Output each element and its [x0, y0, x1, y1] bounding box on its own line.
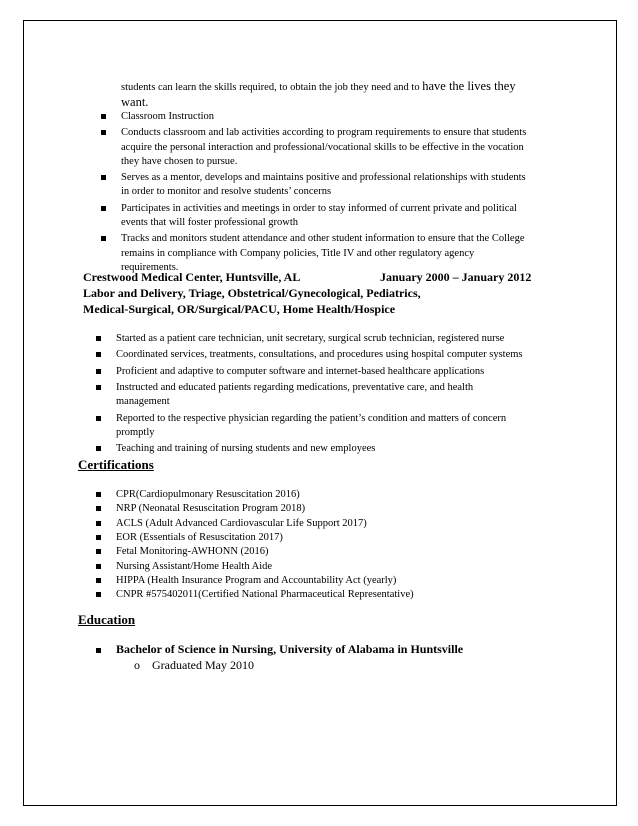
continuation-text-large: have the lives they [422, 79, 516, 93]
departments-line-2: Medical-Surgical, OR/Surgical/PACU, Home Health/Hospice [83, 302, 396, 316]
degree-text: Bachelor of Science in Nursing, University of Alabama in Huntsville [116, 642, 464, 656]
continuation-line [121, 80, 516, 94]
job-duty-text: management [116, 396, 170, 408]
certification-text: HIPPA (Health Insurance Program and Accountability Act (yearly) [116, 574, 397, 586]
duty-text: they have chosen to pursue. [121, 155, 238, 167]
duty-text: acquire the personal interaction and professional/vocational skills to be effective in the vocation [121, 141, 524, 153]
employment-dates: January 2000 – January 2012 [380, 270, 532, 284]
duty-text: Classroom Instruction [121, 111, 215, 122]
duty-text: Tracks and monitors student attendance and other student information to ensure that the College [121, 233, 525, 245]
job-duty-text: promptly [116, 427, 155, 438]
certifications-heading: Certifications [78, 457, 154, 472]
certification-text: EOR (Essentials of Resuscitation 2017) [116, 531, 283, 543]
bullet-square-icon [101, 130, 106, 135]
duty-text: events that will foster professional growth [121, 217, 299, 228]
bullet-square-icon [101, 236, 106, 241]
bullet-square-icon [96, 578, 101, 583]
bullet-square-icon [96, 648, 101, 653]
job-duty-text: Instructed and educated patients regarding medications, preventative care, and health [116, 382, 474, 394]
job-duty-text: Reported to the respective physician regarding the patient’s condition and matters of concern [116, 412, 507, 424]
bullet-square-icon [96, 336, 101, 341]
bullet-square-icon [101, 175, 106, 180]
duty-text: Serves as a mentor, develops and maintains positive and professional relationships with students [121, 172, 526, 184]
job-duty-text: Proficient and adaptive to computer software and internet-based healthcare applications [116, 365, 485, 377]
job-duty-text: Started as a patient care technician, unit secretary, surgical scrub technician, registered nurse [116, 333, 505, 344]
bullet-square-icon [96, 385, 101, 390]
bullet-square-icon [96, 446, 101, 451]
bullet-square-icon [96, 521, 101, 526]
continuation-text-want: want. [121, 95, 149, 109]
certification-text: Nursing Assistant/Home Health Aide [116, 560, 273, 572]
graduation-date: Graduated May 2010 [152, 658, 254, 672]
bullet-square-icon [101, 206, 106, 211]
continuation-text: students can learn the skills required, to obtain the job they need and to [121, 82, 420, 93]
duty-text: Participates in activities and meetings in order to stay informed of current private and political [121, 202, 517, 214]
certification-text: CNPR #575402011(Certified National Pharmaceutical Representative) [116, 589, 414, 601]
bullet-square-icon [96, 549, 101, 554]
bullet-square-icon [96, 506, 101, 511]
bullet-square-icon [96, 592, 101, 597]
bullet-square-icon [96, 564, 101, 569]
bullet-square-icon [96, 535, 101, 540]
duty-text: Conducts classroom and lab activities according to program requirements to ensure that students [121, 127, 527, 139]
certification-text: CPR(Cardiopulmonary Resuscitation 2016) [116, 489, 300, 500]
bullet-square-icon [96, 416, 101, 421]
job-duty-text: Teaching and training of nursing students and new employees [116, 443, 376, 455]
certification-text: ACLS (Adult Advanced Cardiovascular Life Support 2017) [116, 517, 367, 529]
duty-text: requirements. [121, 261, 179, 273]
education-heading: Education [78, 612, 136, 627]
bullet-square-icon [101, 114, 106, 119]
bullet-square-icon [96, 492, 101, 497]
resume-page [23, 20, 617, 806]
duty-text: remains in compliance with Company policies, Title IV and other regulatory agency [121, 247, 475, 259]
certification-text: Fetal Monitoring-AWHONN (2016) [116, 546, 269, 558]
job-duty-text: Coordinated services, treatments, consultations, and procedures using hospital computer systems [116, 349, 523, 361]
employer-name: Crestwood Medical Center, Huntsville, AL [83, 270, 301, 284]
departments-line-1: Labor and Delivery, Triage, Obstetrical/Gynecological, Pediatrics, [83, 286, 421, 300]
bullet-square-icon [96, 352, 101, 357]
sub-bullet-circle-icon: o [134, 658, 140, 672]
duty-text: in order to monitor and resolve students’ concerns [121, 186, 332, 198]
certification-text: NRP (Neonatal Resuscitation Program 2018) [116, 503, 306, 515]
bullet-square-icon [96, 369, 101, 374]
